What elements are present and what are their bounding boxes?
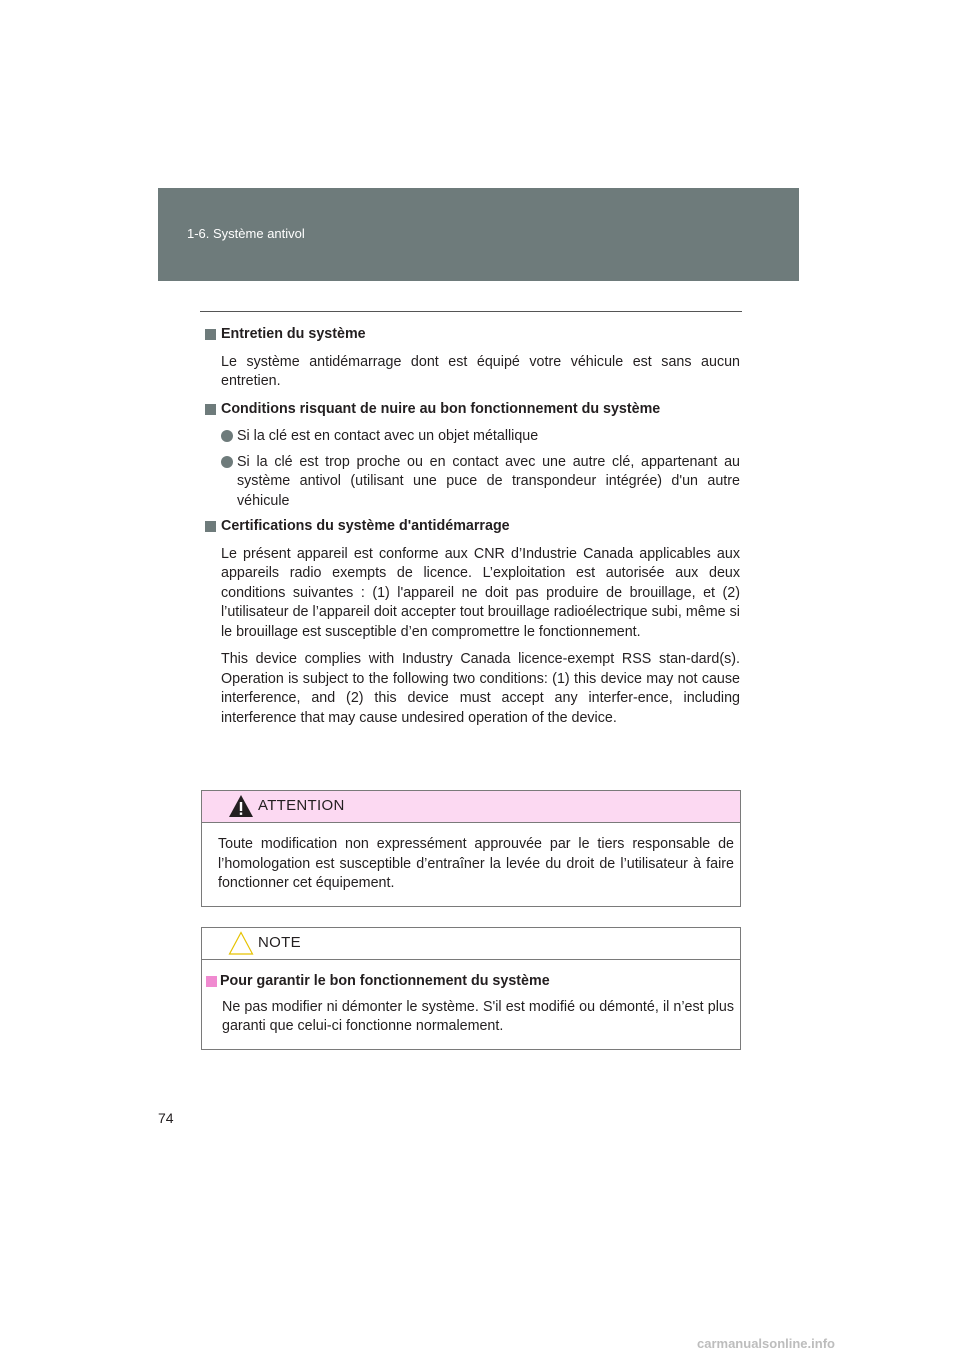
- attention-header: [202, 791, 740, 823]
- paragraph: Le système antidémarrage dont est équipé votre véhicule est sans aucun entretien.: [221, 353, 740, 389]
- note-text: Ne pas modifier ni démonter le système. S'il est modifié ou démonté, il n’est plus garanti que celui-ci fonctionne normalement.: [222, 998, 734, 1034]
- attention-box: [201, 790, 741, 907]
- note-title: NOTE: [258, 934, 301, 951]
- note-body: [202, 960, 740, 1049]
- paragraph: Le présent appareil est conforme aux CNR d’Industrie Canada applicables aux appareils radio exempts de licence. L’exploitation est autorisée aux deux conditions suivantes : (1) l'appareil ne doit pas produire de brouillage, et (2) l’utilisateur de l’appareil doit accepter tout brouillage radioélectrique subi, même si le brouillage est susceptible d’en compromettre le fonctionnement.: [221, 545, 740, 640]
- attention-text: Toute modification non expressément approuvée par le tiers responsable de l’homologation est susceptible d’entraîner la levée du droit de l’utilisateur à faire fonctionner cet équipement.: [218, 836, 734, 891]
- header-divider: [200, 311, 742, 312]
- page-number: 74: [158, 1110, 174, 1126]
- section-heading: Conditions risquant de nuire au bon fonctionnement du système: [205, 400, 740, 420]
- watermark: carmanualsonline.info: [697, 1336, 835, 1351]
- circle-bullet-icon: [221, 430, 233, 442]
- square-bullet-icon: [205, 329, 216, 340]
- section-heading: Certifications du système d'antidémarrage: [205, 517, 740, 537]
- list-item: Si la clé est trop proche ou en contact avec une autre clé, appartenant au système antivol (utilisant une puce de transpondeur intégrée) d'un autre véhicule: [221, 453, 740, 512]
- square-bullet-icon: [205, 521, 216, 532]
- paragraph: This device complies with Industry Canada licence-exempt RSS stan-dard(s). Operation is subject to the following two conditions: (1) this device may not cause interference, and (2) this device must accept any interfer-ence, including interference that may cause undesired operation of the device.: [221, 651, 740, 726]
- section-title: 1-6. Système antivol: [187, 226, 305, 241]
- square-bullet-icon: [206, 976, 217, 987]
- warning-triangle-icon: [228, 794, 254, 818]
- section-heading: Entretien du système: [205, 325, 740, 345]
- main-content: [205, 325, 740, 736]
- note-box: [201, 927, 741, 1050]
- list-item: Si la clé est en contact avec un objet métallique: [221, 427, 740, 447]
- caution-triangle-icon: [228, 931, 254, 955]
- note-heading: Pour garantir le bon fonctionnement du système: [202, 972, 734, 992]
- chapter-header-band: [158, 188, 799, 281]
- note-header: [202, 928, 740, 960]
- square-bullet-icon: [205, 404, 216, 415]
- circle-bullet-icon: [221, 456, 233, 468]
- attention-title: ATTENTION: [258, 797, 345, 814]
